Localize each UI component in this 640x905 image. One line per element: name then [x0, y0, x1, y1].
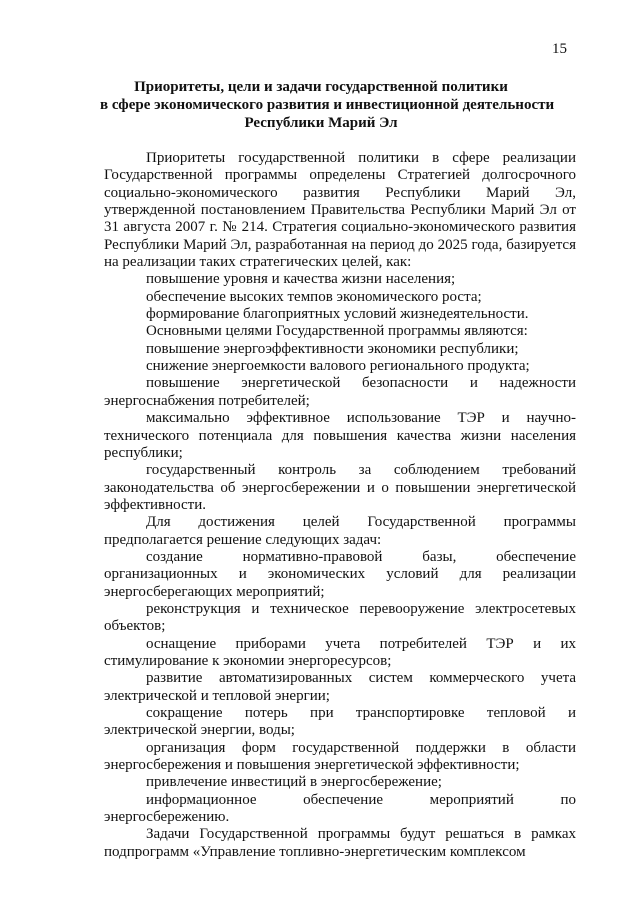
program-goal-item: повышение энергоэффективности экономики республики;	[146, 340, 519, 357]
program-goal-item: снижение энергоемкости валового регионального продукта;	[146, 358, 530, 375]
task-item: привлечение инвестиций в энергосбережение;	[146, 774, 442, 791]
task-item: развитие автоматизированных систем коммерческого учета электрической и тепловой энергии;	[104, 670, 576, 704]
heading-line-1: Приоритеты, цели и задачи государственной политики	[134, 79, 508, 95]
heading-line-3: Республики Марий Эл	[244, 115, 398, 131]
task-item: сокращение потерь при транспортировке тепловой и электрической энергии, воды;	[104, 705, 576, 739]
page-number: 15	[552, 41, 567, 57]
subprograms-paragraph: Задачи Государственной программы будут решаться в рамках подпрограмм «Управление топливно-энергетическим комплексом	[104, 826, 576, 860]
program-goal-item: государственный контроль за соблюдением требований законодательства об энергосбережении и о повышении энергетической эффективности.	[104, 462, 576, 513]
intro-paragraph: Приоритеты государственной политики в сфере реализации Государственной программы определены Стратегией долгосрочного социально-экономического развития Республики Марий Эл, утвержденной постановлением Правительства Республики Марий Эл от 31 августа 2007 г. № 214. Стратегия социально-экономического развития Республики Марий Эл, разработанная на период до 2025 года, базируется на реализации таких стратегических целей, как:	[104, 150, 576, 271]
program-goal-item: максимально эффективное использование ТЭР и научно-технического потенциала для повышения качества жизни населения республики;	[104, 410, 576, 461]
strategic-goal-item: обеспечение высоких темпов экономического роста;	[146, 288, 482, 305]
task-item: организация форм государственной поддержки в области энергосбережения и повышения энергетической эффективности;	[104, 739, 576, 774]
task-item: реконструкция и техническое перевооружение электросетевых объектов;	[104, 600, 576, 635]
tasks-lead: Для достижения целей Государственной программы предполагается решение следующих задач:	[104, 514, 576, 548]
heading-line-2: в сфере экономического развития и инвестиционной деятельности	[100, 97, 555, 113]
body-text	[104, 150, 576, 861]
section-heading	[100, 78, 555, 132]
strategic-goal-item: формирование благоприятных условий жизнедеятельности.	[146, 306, 529, 323]
task-item: создание нормативно-правовой базы, обеспечение организационных и экономических условий для реализации энергосберегающих мероприятий;	[104, 548, 576, 600]
task-item: информационное обеспечение мероприятий по энергосбережению.	[104, 791, 576, 826]
strategic-goal-item: повышение уровня и качества жизни населения;	[146, 271, 456, 288]
program-goals-lead: Основными целями Государственной программы являются:	[146, 323, 528, 340]
task-item: оснащение приборами учета потребителей ТЭР и их стимулирование к экономии энергоресурсов;	[104, 635, 576, 669]
program-goal-item: повышение энергетической безопасности и надежности энергоснабжения потребителей;	[104, 375, 576, 409]
